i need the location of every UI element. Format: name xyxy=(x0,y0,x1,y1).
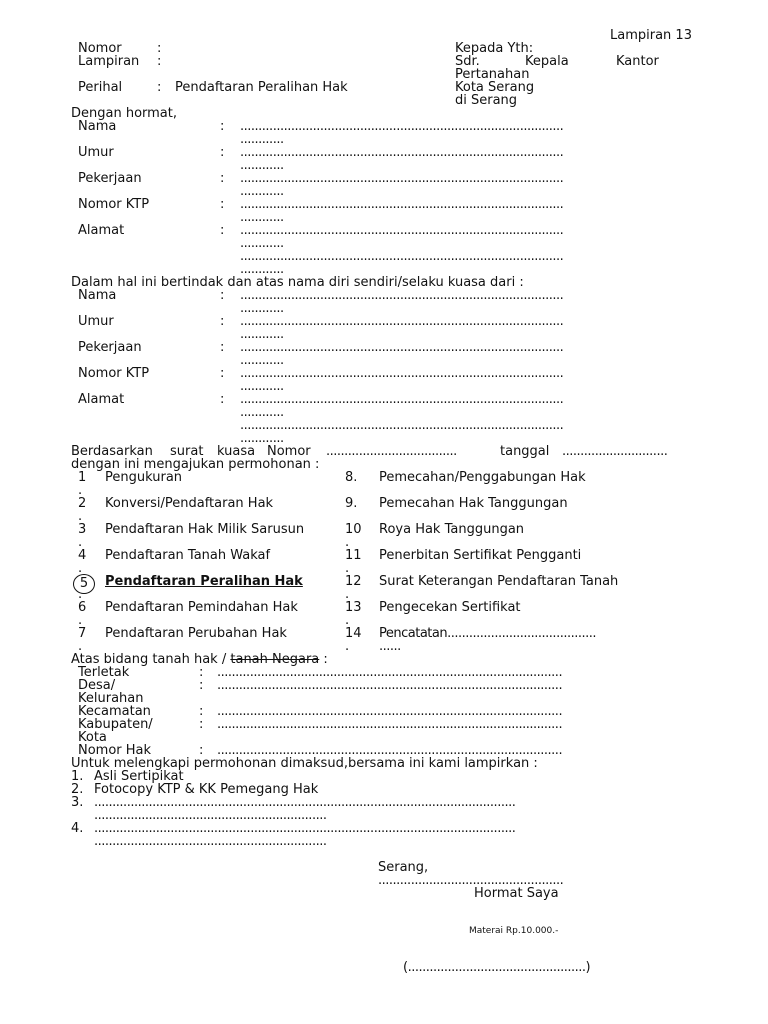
request-wakaf[interactable]: Pendaftaran Tanah Wakaf xyxy=(105,548,271,563)
field-dots-nomor-ktp[interactable]: ......................................................................................... xyxy=(240,198,564,211)
request-number: 7 xyxy=(78,626,87,641)
field-dots-umur-cont: ............ xyxy=(240,159,284,172)
field-colon: : xyxy=(220,340,225,355)
request-number: 9. xyxy=(345,496,358,511)
attachment-number: 3. xyxy=(71,795,84,810)
signature-closing: Hormat Saya xyxy=(474,886,559,901)
request-number-dot: . xyxy=(78,639,83,654)
field-dots-nama[interactable]: ......................................................................................... xyxy=(240,289,564,302)
field-label-nama: Nama xyxy=(78,119,117,134)
field-colon: : xyxy=(220,314,225,329)
signature-place: Serang, xyxy=(378,860,429,875)
request-sertifikat-pengganti[interactable]: Penerbitan Sertifikat Pengganti xyxy=(379,548,582,563)
field-colon: : xyxy=(220,223,225,238)
attachment-item: Asli Sertipikat xyxy=(94,769,184,784)
field-dots-pekerjaan[interactable]: ......................................................................................... xyxy=(240,341,564,354)
field-dots-umur[interactable]: ......................................................................................... xyxy=(240,146,564,159)
based-on-word-5: tanggal xyxy=(500,444,550,459)
stamp-duty-note: Materai Rp.10.000.- xyxy=(469,926,559,936)
land-intro-text: Atas bidang tanah hak / xyxy=(71,652,227,667)
recipient-kepala: Kepala xyxy=(525,54,569,69)
field-label-nomor-ktp: Nomor KTP xyxy=(78,366,150,381)
request-number: 2 xyxy=(78,496,87,511)
perihal-colon: : xyxy=(157,80,162,95)
greeting: Dengan hormat, xyxy=(71,106,178,121)
request-number-circled: 5 xyxy=(73,574,95,594)
field-dots-alamat-2[interactable]: ......................................................................................... xyxy=(240,250,564,263)
field-colon: : xyxy=(220,145,225,160)
field-dots-nama-cont: ............ xyxy=(240,133,284,146)
attachment-number: 4. xyxy=(71,821,84,836)
signature-date-field[interactable]: ................................................... xyxy=(378,874,564,887)
recipient-sdr: Sdr. xyxy=(455,54,480,69)
field-label-pekerjaan: Pekerjaan xyxy=(78,171,142,186)
attachment-field-3[interactable]: .................................................................................................................... xyxy=(94,796,516,809)
field-dots-pekerjaan-cont: ............ xyxy=(240,354,284,367)
recipient-line-5: di Serang xyxy=(455,93,518,108)
request-number: 1 xyxy=(78,470,87,485)
land-field-terletak[interactable]: ............................................................................................... xyxy=(217,666,563,679)
request-number-dot: . xyxy=(345,587,350,602)
attachment-field-4-cont: ................................................................ xyxy=(94,835,327,848)
based-on-word-4: Nomor xyxy=(267,444,311,459)
lampiran-label: Lampiran xyxy=(78,54,140,69)
attachment-field-4[interactable]: .................................................................................................................... xyxy=(94,822,516,835)
request-pencatatan-cont: ...... xyxy=(379,640,401,653)
field-dots-nomor-ktp[interactable]: ......................................................................................... xyxy=(240,367,564,380)
request-pengukuran[interactable]: Pengukuran xyxy=(105,470,183,485)
request-pencatatan[interactable]: Pencatatan......................................... xyxy=(379,627,597,640)
field-label-nama: Nama xyxy=(78,288,117,303)
field-dots-nama-cont: ............ xyxy=(240,302,284,315)
land-label-kota: Kota xyxy=(78,730,107,745)
recipient-kantor: Kantor xyxy=(616,54,659,69)
request-number: 8. xyxy=(345,470,358,485)
field-colon: : xyxy=(220,171,225,186)
based-on-word-2: surat xyxy=(170,444,204,459)
field-dots-nomor-ktp-cont: ............ xyxy=(240,380,284,393)
request-konversi[interactable]: Konversi/Pendaftaran Hak xyxy=(105,496,274,511)
request-number-dot: . xyxy=(345,613,350,628)
request-number: 13 xyxy=(345,600,362,615)
land-colon: : xyxy=(199,665,204,680)
attachment-item: Fotocopy KTP & KK Pemegang Hak xyxy=(94,782,319,797)
request-number: 14 xyxy=(345,626,362,641)
request-number-dot: . xyxy=(345,535,350,550)
based-on-word-3: kuasa xyxy=(217,444,256,459)
land-label-nomor-hak: Nomor Hak xyxy=(78,743,152,758)
field-dots-umur[interactable]: ......................................................................................... xyxy=(240,315,564,328)
field-dots-alamat-cont: ............ xyxy=(240,406,284,419)
land-label-kelurahan: Kelurahan xyxy=(78,691,144,706)
land-label-kecamatan: Kecamatan xyxy=(78,704,151,719)
land-intro-struck: tanah Negara xyxy=(230,652,320,667)
request-number-dot: . xyxy=(78,561,83,576)
nomor-label: Nomor xyxy=(78,41,122,56)
request-roya[interactable]: Roya Hak Tanggungan xyxy=(379,522,525,537)
request-number-dot: . xyxy=(78,483,83,498)
land-field-kecamatan[interactable]: ............................................................................................... xyxy=(217,705,563,718)
request-number: 6 xyxy=(78,600,87,615)
lampiran-number: Lampiran 13 xyxy=(610,28,692,43)
field-label-nomor-ktp: Nomor KTP xyxy=(78,197,150,212)
field-colon: : xyxy=(220,119,225,134)
field-label-umur: Umur xyxy=(78,145,114,160)
attachment-number: 2. xyxy=(71,782,84,797)
field-dots-nama[interactable]: ......................................................................................... xyxy=(240,120,564,133)
perihal-label: Perihal xyxy=(78,80,123,95)
request-sarusun[interactable]: Pendaftaran Hak Milik Sarusun xyxy=(105,522,305,537)
request-number: 4 xyxy=(78,548,87,563)
field-label-alamat: Alamat xyxy=(78,223,125,238)
perihal-value: Pendaftaran Peralihan Hak xyxy=(175,80,348,95)
request-pemindahan[interactable]: Pendaftaran Pemindahan Hak xyxy=(105,600,298,615)
land-colon: : xyxy=(199,717,204,732)
land-colon: : xyxy=(199,678,204,693)
land-field-nomor-hak[interactable]: ............................................................................................... xyxy=(217,744,563,757)
power-of-attorney-date-field[interactable]: ............................. xyxy=(562,445,668,458)
based-on-line-2: dengan ini mengajukan permohonan : xyxy=(71,457,320,472)
field-dots-nomor-ktp-cont: ............ xyxy=(240,211,284,224)
power-of-attorney-number-field[interactable]: .................................... xyxy=(326,445,457,458)
signature-name-field[interactable]: (.................................................) xyxy=(403,961,591,974)
land-label-desa: Desa/ xyxy=(78,678,116,693)
field-dots-umur-cont: ............ xyxy=(240,328,284,341)
request-number: 11 xyxy=(345,548,362,563)
land-colon: : xyxy=(199,704,204,719)
nomor-colon: : xyxy=(157,41,162,56)
field-label-pekerjaan: Pekerjaan xyxy=(78,340,142,355)
request-skpt[interactable]: Surat Keterangan Pendaftaran Tanah xyxy=(379,574,619,589)
field-colon: : xyxy=(220,392,225,407)
request-number-dot: . xyxy=(78,587,83,602)
land-label-terletak: Terletak xyxy=(78,665,130,680)
field-dots-alamat-2-cont: ............ xyxy=(240,432,284,445)
land-colon: : xyxy=(199,743,204,758)
request-number-dot: . xyxy=(78,535,83,550)
attachment-number: 1. xyxy=(71,769,84,784)
land-field-kabupaten[interactable]: ............................................................................................... xyxy=(217,718,563,731)
request-peralihan-hak-selected[interactable]: Pendaftaran Peralihan Hak xyxy=(105,574,303,589)
request-pemecahan-tanggungan[interactable]: Pemecahan Hak Tanggungan xyxy=(379,496,568,511)
recipient-line-1: Kepada Yth: xyxy=(455,41,534,56)
request-number-dot: . xyxy=(78,509,83,524)
field-colon: : xyxy=(220,366,225,381)
request-number-dot: . xyxy=(345,561,350,576)
request-perubahan[interactable]: Pendaftaran Perubahan Hak xyxy=(105,626,287,641)
request-number: 12 xyxy=(345,574,362,589)
field-dots-alamat[interactable]: ......................................................................................... xyxy=(240,393,564,406)
field-dots-alamat-2[interactable]: ......................................................................................... xyxy=(240,419,564,432)
recipient-line-3: Pertanahan xyxy=(455,67,530,82)
based-on-word-1: Berdasarkan xyxy=(71,444,153,459)
lampiran-colon: : xyxy=(157,54,162,69)
request-pemecahan-penggabungan[interactable]: Pemecahan/Penggabungan Hak xyxy=(379,470,586,485)
request-number-dot: . xyxy=(345,639,350,654)
land-intro-colon: : xyxy=(323,652,328,667)
field-colon: : xyxy=(220,197,225,212)
field-dots-alamat-cont: ............ xyxy=(240,237,284,250)
request-pengecekan[interactable]: Pengecekan Sertifikat xyxy=(379,600,521,615)
field-dots-pekerjaan[interactable]: ......................................................................................... xyxy=(240,172,564,185)
field-label-umur: Umur xyxy=(78,314,114,329)
attachment-field-3-cont: ................................................................ xyxy=(94,809,327,822)
attachments-intro: Untuk melengkapi permohonan dimaksud,bersama ini kami lampirkan : xyxy=(71,756,538,771)
field-dots-alamat[interactable]: ......................................................................................... xyxy=(240,224,564,237)
request-number-dot: . xyxy=(78,613,83,628)
request-number: 10 xyxy=(345,522,362,537)
field-dots-alamat-2-cont: ............ xyxy=(240,263,284,276)
request-number: 3 xyxy=(78,522,87,537)
field-label-alamat: Alamat xyxy=(78,392,125,407)
land-field-desa[interactable]: ............................................................................................... xyxy=(217,679,563,692)
land-label-kabupaten: Kabupaten/ xyxy=(78,717,153,732)
field-dots-pekerjaan-cont: ............ xyxy=(240,185,284,198)
recipient-line-4: Kota Serang xyxy=(455,80,535,95)
field-colon: : xyxy=(220,288,225,303)
acting-on-behalf: Dalam hal ini bertindak dan atas nama diri sendiri/selaku kuasa dari : xyxy=(71,275,524,290)
